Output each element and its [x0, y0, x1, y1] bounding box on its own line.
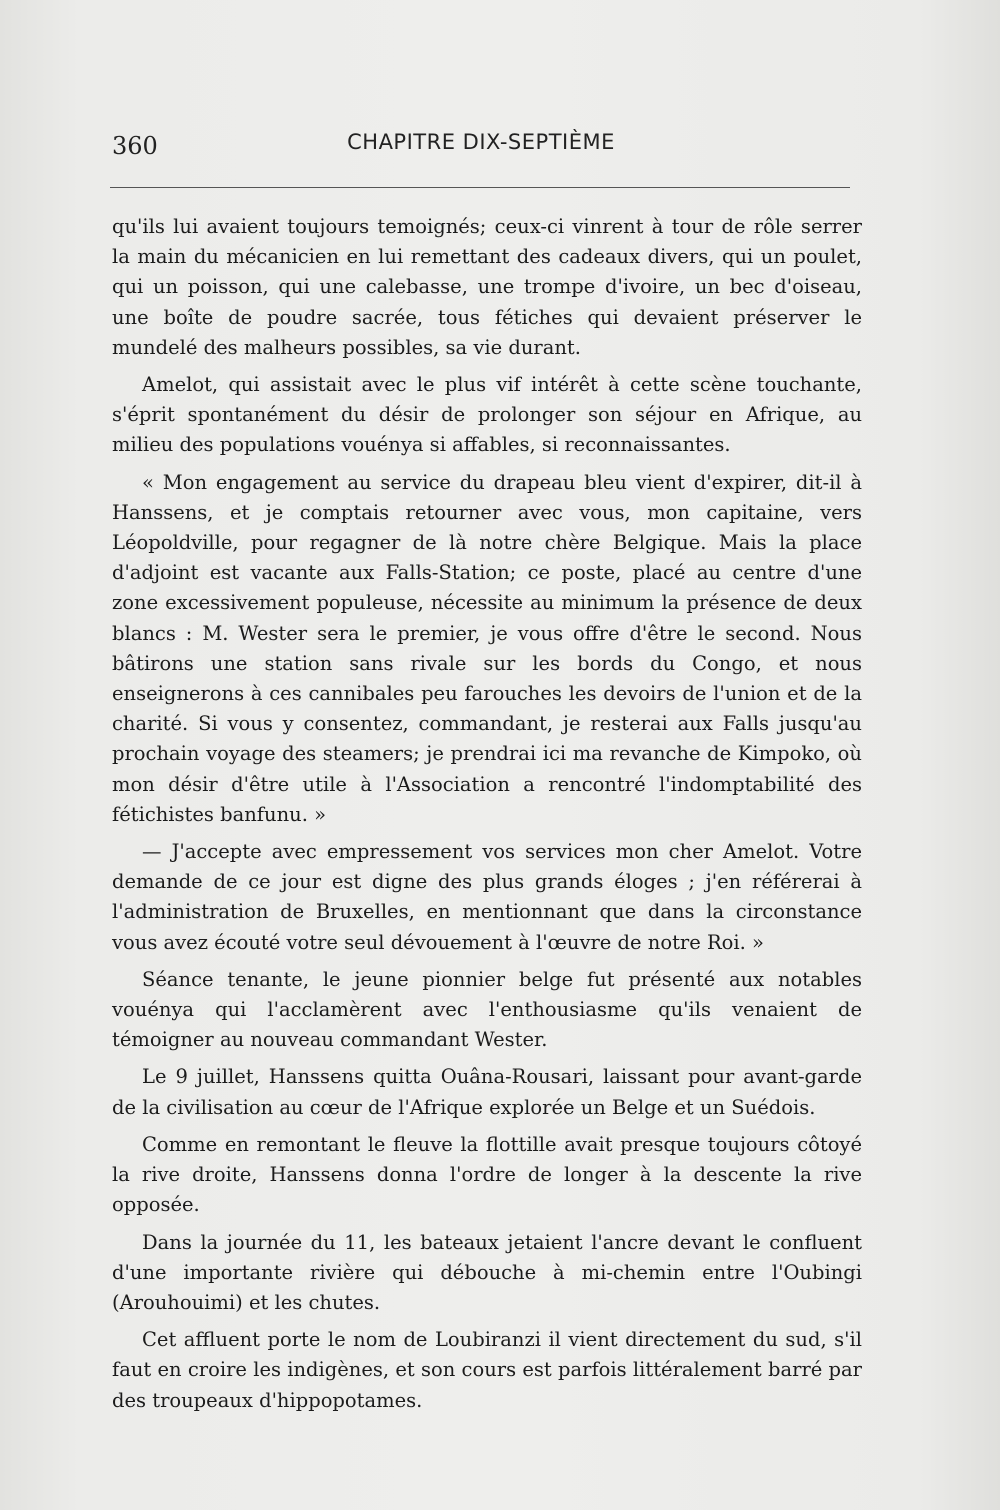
- paragraph: Dans la journée du 11, les bateaux jetaient l'ancre devant le confluent d'une importante rivière qui débouche à mi-chemin entre l'Oubingi (Arouhouimi) et les chutes.: [112, 1230, 862, 1314]
- paragraph: Le 9 juillet, Hanssens quitta Ouâna-Rousari, laissant pour avant-garde de la civilisation au cœur de l'Afrique explorée un Belge et un Suédois.: [112, 1065, 862, 1119]
- paragraph: Cet affluent porte le nom de Loubiranzi il vient directement du sud, s'il faut en croire les indigènes, et son cours est parfois littéralement barré par des troupeaux d'hippopotames.: [112, 1328, 862, 1412]
- page-number: 360: [112, 132, 158, 160]
- page-header: [112, 126, 850, 166]
- paragraph: Comme en remontant le fleuve la flottille avait presque toujours côtoyé la rive droite, Hanssens donna l'ordre de longer à la descente la rive opposée.: [112, 1132, 862, 1217]
- paragraph: qu'ils lui avaient toujours temoignés; ceux-ci vinrent à tour de rôle serrer la main du mécanicien en lui remettant des cadeaux divers, qui un poulet, qui un poisson, qui une calebasse, une trompe d'ivoire, un bec d'oiseau, une boîte de poudre sacrée, tous fétiches qui devaient préserver le mundelé des malheurs possibles, sa vie durant.: [112, 215, 862, 359]
- paragraph: Séance tenante, le jeune pionnier belge fut présenté aux notables vouénya qui l'acclamèrent avec l'enthousiasme qu'ils venaient de témoigner au nouveau commandant Wester.: [112, 967, 862, 1052]
- paragraph: — J'accepte avec empressement vos services mon cher Amelot. Votre demande de ce jour est digne des plus grands éloges ; j'en référerai à l'administration de Bruxelles, en mentionnant que dans la circonstance vous avez écouté votre seul dévouement à l'œuvre de notre Roi. »: [112, 840, 862, 954]
- paragraph: « Mon engagement au service du drapeau bleu vient d'expirer, dit-il à Hanssens, et je comptais retourner avec vous, mon capitaine, vers Léopoldville, pour regagner de là notre chère Belgique. Mais la place d'adjoint est vacante aux Falls-Station; ce poste, placé au centre d'une zone excessivement populeuse, nécessite au minimum la présence de deux blancs : M. Wester sera le premier, je vous offre d'être le second. Nous bâtirons une station sans rivale sur les bords du Congo, et nous enseignerons à ces cannibales peu farouches les devoirs de l'union et de la charité. Si vous y consentez, commandant, je resterai aux Falls jusqu'au prochain voyage des steamers; je prendrai ici ma revanche de Kimpoko, où mon désir d'être utile à l'Association a rencontré l'indomptabilité des fétichistes banfunu. »: [112, 470, 862, 826]
- paragraph: Amelot, qui assistait avec le plus vif intérêt à cette scène touchante, s'éprit spontanément du désir de prolonger son séjour en Afrique, au milieu des populations vouénya si affables, si reconnaissantes.: [112, 373, 862, 457]
- header-rule: [110, 187, 850, 188]
- body-text: [112, 212, 862, 1423]
- running-title: CHAPITRE DIX-SEPTIÈME: [347, 130, 615, 154]
